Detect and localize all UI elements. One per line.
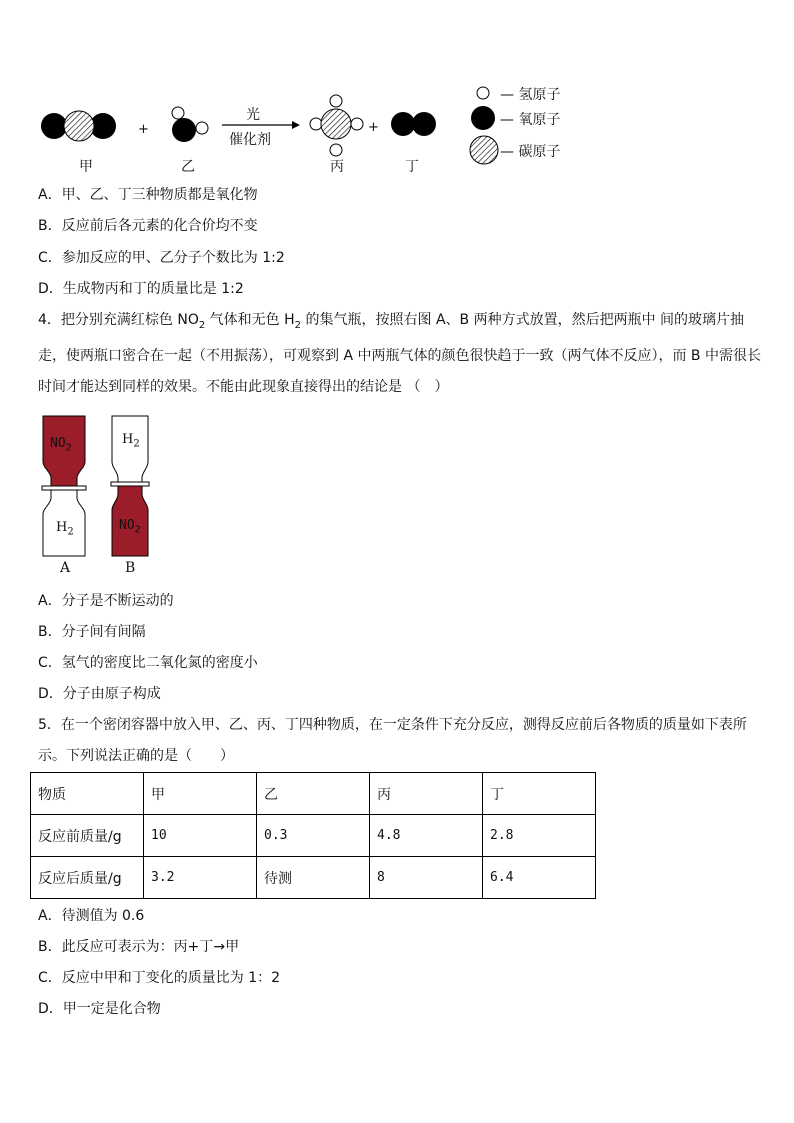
table-cell: 6.4 bbox=[483, 857, 596, 899]
q4-option-a: A．分子是不断运动的 bbox=[38, 593, 174, 609]
mass-table bbox=[30, 772, 596, 899]
table-row bbox=[31, 857, 596, 899]
table-cell: 10 bbox=[144, 815, 257, 857]
figure-label-a: A bbox=[60, 560, 71, 576]
q5-option-c: C．反应中甲和丁变化的质量比为 1：2 bbox=[38, 970, 281, 986]
table-cell: 8 bbox=[370, 857, 483, 899]
bottle-a-top-label: $NO_2$ bbox=[50, 436, 72, 454]
table-cell: 0.3 bbox=[257, 815, 370, 857]
q5-option-d: D．甲一定是化合物 bbox=[38, 1001, 161, 1017]
figure-label-b: B bbox=[125, 560, 136, 576]
table-cell: 乙 bbox=[257, 773, 370, 815]
molecule-yi bbox=[172, 107, 208, 142]
condition-catalyst: 催化剂 bbox=[229, 132, 271, 148]
table-cell: 甲 bbox=[144, 773, 257, 815]
gas-bottles-figure bbox=[30, 410, 170, 560]
table-cell: 2.8 bbox=[483, 815, 596, 857]
legend-carbon: — 碳原子 bbox=[500, 144, 561, 160]
q3-option-d: D．生成物丙和丁的质量比是 1:2 bbox=[38, 281, 244, 297]
table-cell: 丁 bbox=[483, 773, 596, 815]
legend-hydrogen: — 氢原子 bbox=[500, 87, 561, 103]
label-ding: 丁 bbox=[405, 159, 419, 175]
q5-option-a: A．待测值为 0.6 bbox=[38, 908, 145, 924]
legend-oxygen: — 氧原子 bbox=[500, 112, 561, 128]
q3-option-a: A．甲、乙、丁三种物质都是氧化物 bbox=[38, 187, 258, 203]
molecule-jia bbox=[41, 111, 116, 141]
q5-option-b: B．此反应可表示为：丙+丁→甲 bbox=[38, 939, 240, 955]
label-yi: 乙 bbox=[181, 159, 195, 175]
bottle-b-top-label: $H_2$ bbox=[122, 432, 140, 450]
table-cell: 3.2 bbox=[144, 857, 257, 899]
reaction-arrow bbox=[222, 121, 300, 129]
q4-option-b: B．分子间有间隔 bbox=[38, 624, 146, 640]
q4-stem: 4．把分别充满红棕色 $NO_2$ 气体和无色 $H_2$ 的集气瓶，按照右图 A、B 两种方式放置，然后把两瓶中 间的玻璃片抽走，使两瓶口密合在一起（不用振荡），可观察到 A 中两瓶气体的颜色很快趋于一致（两气体不反应），而 B 中需很长时间才能达到同样的效果。不能由此现象直接得出的结论是 （ ） bbox=[38, 312, 761, 395]
plus-1: + bbox=[138, 122, 149, 137]
condition-light: 光 bbox=[246, 107, 260, 123]
table-row bbox=[31, 815, 596, 857]
table-cell: 丙 bbox=[370, 773, 483, 815]
q4-option-d: D．分子由原子构成 bbox=[38, 686, 161, 702]
legend-symbols bbox=[470, 87, 498, 164]
bottle-b-bottom-label: $NO_2$ bbox=[119, 518, 141, 536]
label-jia: 甲 bbox=[79, 159, 93, 175]
table-header-row bbox=[31, 773, 596, 815]
q3-option-c: C．参加反应的甲、乙分子个数比为 1:2 bbox=[38, 250, 285, 266]
table-cell: 物质 bbox=[31, 773, 144, 815]
plus-2: + bbox=[368, 120, 379, 135]
reaction-diagram bbox=[0, 80, 794, 180]
molecule-bing bbox=[310, 95, 363, 156]
q5-stem: 5．在一个密闭容器中放入甲、乙、丙、丁四种物质，在一定条件下充分反应，测得反应前后各物质的质量如下表所示。下列说法正确的是（ ） bbox=[38, 717, 747, 764]
table-cell: 反应前质量/g bbox=[31, 815, 144, 857]
q3-option-b: B．反应前后各元素的化合价均不变 bbox=[38, 218, 258, 234]
table-cell: 4.8 bbox=[370, 815, 483, 857]
bottle-a-bottom-label: $H_2$ bbox=[56, 520, 74, 538]
q4-option-c: C．氢气的密度比二氧化氮的密度小 bbox=[38, 655, 258, 671]
table-cell: 反应后质量/g bbox=[31, 857, 144, 899]
label-bing: 丙 bbox=[330, 159, 344, 175]
molecule-ding bbox=[391, 112, 436, 136]
table-cell: 待测 bbox=[257, 857, 370, 899]
